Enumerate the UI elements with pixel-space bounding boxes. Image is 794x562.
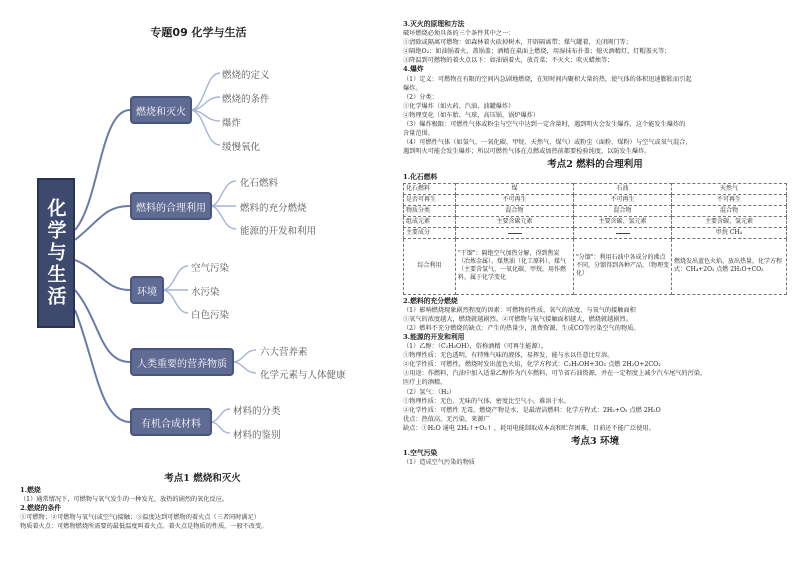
table-cell: 混合物 [574,205,672,216]
mindmap-branch-combustion: 燃烧和灭火 [130,96,192,124]
doc-line: ①物理性质：无色透明，有特殊气味的液体，易挥发，能与水以任意比互溶。 [403,352,614,360]
table-header-row [404,183,787,194]
left-document-text [20,470,385,532]
doc-line: （4）可燃性气体（如氢气、一氧化碳、甲烷、天然气、煤气）或粉尘（面粉、煤粉）与空气或氧气混合， [403,139,692,147]
table-cell: 主要含碳、氢元素 [672,216,787,227]
mindmap-leaf: 空气污染 [191,263,230,274]
mindmap-leaf: 材料的分类 [233,406,281,417]
doc-line: 物质着火点：可燃物燃烧所需要的最低温度叫着火点。着火点是物质的性质，一般不改变。 [20,523,268,531]
section-title: 考点2 燃料的合理利用 [547,159,643,171]
table-row [404,227,787,238]
table-cell: 混合物 [456,205,574,216]
doc-line: 1.化石燃料 [403,172,438,181]
doc-line: 破坏燃烧必须具备的三个条件其中之一： [403,30,515,38]
doc-line: （3）爆炸极限：可燃性气体或粉尘与空气中达到一定含量时，遇到明火会发生爆炸，这个能发生爆炸的 [403,121,686,129]
doc-line: （1）乙醇：（C₂H₅OH），俗称酒精（可再生能源）。 [403,343,547,351]
table-cell: 化石燃料 [404,183,456,194]
right-page [397,0,794,562]
doc-line: 医疗上的酒精。 [403,379,447,387]
doc-line: 含量范围。 [403,130,434,138]
mindmap-root: 化学与生活 [37,178,75,328]
doc-line: 2.燃烧的条件 [20,504,62,513]
mindmap-leaf: 材料的鉴别 [233,430,281,441]
table-cell: 石油 [574,183,672,194]
mindmap-leaf: 能源的开发和利用 [240,226,317,237]
doc-line: 缺点：①H₂O 通电 2H₂↑+O₂↑ ，耗用电能制取成本高和贮存困难，目前还不能广泛使用。 [403,424,655,432]
mindmap-leaf: 白色污染 [191,310,230,321]
doc-line: ②化学性质：可燃性 无毒，燃烧产物是水，是最清洁燃料：化学方程式：2H₂+O₂ 点燃 2H₂O [403,406,661,414]
table-row [404,216,787,227]
doc-line: （2）氢气：（H₂） [403,388,456,396]
doc-line: ①物理性质：无色、无味的气体，密度比空气小，难溶于水。 [403,397,571,405]
table-cell: "干馏"：隔绝空气加热分解，得到焦炭（冶炼金属）、煤焦油（化工原料）、煤气（主要含氢气、一氧化碳、甲烷，用作燃料，属于化学变化 [456,238,574,294]
table-cell: 不可再生 [456,194,574,205]
doc-line: （1）通常情况下，可燃物与氧气发生的一种发光、放热的剧烈的氧化反应。 [20,496,229,504]
doc-line: ①氧气的浓度越大，燃烧就越剧烈。②可燃物与氧气接触面积越大，燃烧就越剧烈。 [403,315,632,323]
fossil-fuel-table [403,183,787,295]
mindmap-leaf: 燃料的充分燃烧 [240,203,307,214]
mindmap-leaf: 爆炸 [222,118,242,129]
doc-line: ③降温到可燃物的着火点以下：如油锅着火，放青菜；不灭火；吹灭蜡烛等； [403,57,614,65]
right-document-text [403,20,787,467]
mindmap-branch-materials: 有机合成材料 [130,408,212,436]
mindmap-leaf: 六大营养素 [260,347,308,358]
table-cell: 主要含碳、氢元素 [574,216,672,227]
doc-line: （2）分类： [403,93,438,101]
table-row [404,205,787,216]
mindmap-branch-environment: 环境 [130,276,164,304]
doc-line: 遇到明火可能会发生爆炸；所以可燃性气体在点燃或加热前都要检验纯度，以防发生爆炸。 [403,148,651,156]
table-row [404,238,787,294]
doc-line: ②隔绝O₂：如油锅着火，盖锅盖；酒精在桌面上燃烧，用湿抹布扑盖；熄灭酒精灯，灯帽盖灭等； [403,48,671,56]
table-cell [574,227,672,238]
doc-line: 1.空气污染 [403,449,438,458]
table-cell: 物质分类 [404,205,456,216]
mindmap-leaf: 化学元素与人体健康 [260,370,346,381]
doc-line: ③用途：作燃料，汽油中加入适量乙醇作为汽车燃料，可节省石油资源，并在一定程度上减少汽车尾气的污染。 [403,370,707,378]
table-cell: 不可再生 [672,194,787,205]
mindmap-leaf: 化石燃料 [240,178,279,189]
table-cell: 煤 [456,183,574,194]
section-title: 考点1 燃烧和灭火 [164,473,241,484]
mindmap-branch-fuel: 燃料的合理利用 [130,192,212,220]
doc-line: 3.灭火的原理和方法 [403,20,465,28]
table-cell: 不可再生 [574,194,672,205]
table-row [404,194,787,205]
doc-line: ②物理变化（如车胎、气球、高压锅、锅炉爆炸） [403,111,540,119]
doc-line: 优点：热值高，无污染，来源广 [403,415,490,423]
table-cell: 主要成分 [404,227,456,238]
table-cell: 主要含碳元素 [456,216,574,227]
table-cell: 天然气 [672,183,787,194]
table-cell: 混合物 [672,205,787,216]
doc-line: ②化学性质：可燃性，燃烧时发出蓝色火焰，化学方程式：C₂H₅OH+3O₂ 点燃 2H₂O+2CO₂ [403,361,661,369]
table-cell: 燃烧发出蓝色火焰，放出热量，化学方程式：CH₄+2O₂ 点燃 2H₂O+CO₂ [672,238,787,294]
doc-line: （1）影响燃烧现象剧烈程度的因素：可燃物的性质、氧气的浓度、与氧气的接触面积 [403,306,636,314]
table-cell: 是否可再生 [404,194,456,205]
doc-line: ①清除或隔离可燃物：如森林着火砍掉树木，开辟隔离带；煤气罐着，关闭阀门等； [403,39,632,47]
doc-line: （1）定义：可燃物在有限的空间内急剧地燃烧，在短时间内聚积大量的热，使气体的体积迅速膨胀而引起 [403,75,692,83]
doc-line: （1）造成空气污染的物质 [403,459,475,467]
doc-line: 1.燃烧 [20,486,41,495]
mindmap-leaf: 缓慢氧化 [222,142,261,153]
mindmap-branch-nutrition: 人类重要的营养物质 [130,348,234,376]
table-cell [456,227,574,238]
doc-line: 4.爆炸 [403,65,424,74]
doc-line: 3.能源的开发和利用 [403,332,465,341]
doc-line: （2）燃料不充分燃烧的缺点：产生的热量少，浪费资源，生成CO等污染空气的物质。 [403,324,640,332]
mindmap-leaf: 燃烧的条件 [222,94,270,105]
page-title: 专题09 化学与生活 [150,26,247,39]
table-cell: "分馏"：利用石油中各成分的沸点不同，分馏得到各种产品，（物理变化） [574,238,672,294]
mindmap-leaf: 燃烧的定义 [222,70,270,81]
table-cell: 综合利用 [404,238,456,294]
section-title: 考点3 环境 [571,436,619,447]
doc-line: ①化学爆炸（如火药、汽油、油罐爆炸） [403,102,515,110]
mindmap-leaf: 水污染 [191,287,220,298]
table-cell: 甲烷 CH₄ [672,227,787,238]
doc-line: ①可燃物；②可燃物与氧气(或空气)接触；③温度达到可燃物的着火点（三者同时满足） [20,514,260,522]
table-cell: 组成元素 [404,216,456,227]
doc-line: 爆炸。 [403,84,422,92]
doc-line: 2.燃料的充分燃烧 [403,296,458,305]
